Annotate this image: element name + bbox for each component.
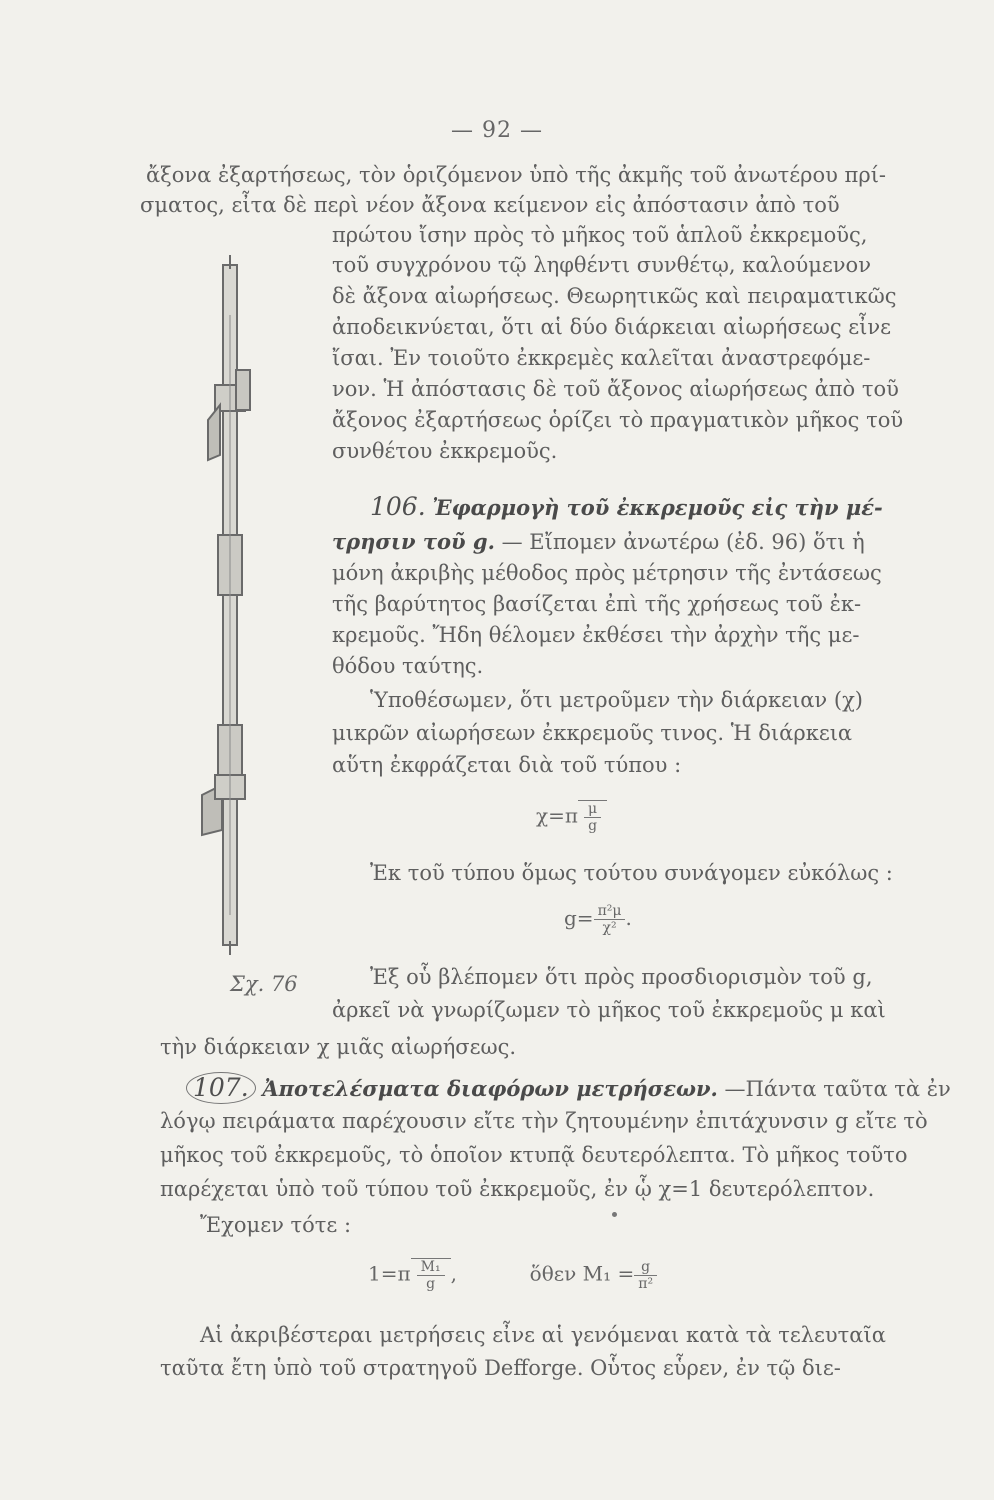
text-span: —Πάντα ταῦτα τὰ ἐν xyxy=(724,1077,951,1101)
text-line: τῆς βαρύτητος βασίζεται ἐπὶ τῆς χρήσεως τοῦ ἐκ- xyxy=(332,592,862,616)
text-line: ἄξονος ἐξαρτήσεως ὁρίζει τὸ πραγματικὸν μῆκος τοῦ xyxy=(332,408,904,432)
fraction xyxy=(594,903,626,936)
denominator: g xyxy=(426,1276,436,1292)
text-span: — Εἴπομεν ἀνωτέρω (ἐδ. 96) ὅτι ἡ xyxy=(501,530,865,554)
text-line: αὕτη ἐκφράζεται διὰ τοῦ τύπου : xyxy=(332,753,682,777)
text-line: θόδου ταύτης. xyxy=(332,654,484,678)
section-title: Ἀποτελέσματα διαφόρων μετρήσεων. xyxy=(262,1076,718,1101)
text-line: λόγῳ πειράματα παρέχουσιν εἴτε τὴν ζητουμένην ἐπιτάχυνσιν g εἴτε τὸ xyxy=(160,1109,928,1133)
text-line: Ὑποθέσωμεν, ὅτι μετροῦμεν τὴν διάρκειαν (χ) xyxy=(370,688,863,712)
numerator: g xyxy=(634,1259,657,1276)
page-number: — 92 — xyxy=(451,118,543,143)
formula-lhs: g= xyxy=(564,906,594,930)
formula-lhs: χ=π xyxy=(536,803,579,828)
text-line: κρεμοῦς. Ἤδη θέλομεν ἐκθέσει τὴν ἀρχὴν τῆς με- xyxy=(332,623,860,647)
fraction xyxy=(417,1259,445,1292)
text-line: ἴσαι. Ἐν τοιοῦτο ἐκκρεμὲς καλεῖται ἀναστρεφόμε- xyxy=(332,346,871,370)
numerator: M₁ xyxy=(417,1259,445,1276)
sqrt xyxy=(411,1258,451,1292)
text-line: Ἔχομεν τότε : xyxy=(200,1213,352,1237)
bullet-mark xyxy=(612,1212,617,1217)
section-heading xyxy=(370,492,883,523)
sqrt xyxy=(578,800,607,834)
text-line: συνθέτου ἐκκρεμοῦς. xyxy=(332,439,558,463)
section-number: 106. xyxy=(370,492,426,521)
section-number: 107. xyxy=(186,1072,256,1104)
section-heading xyxy=(186,1072,951,1104)
formula-lhs: 1=π xyxy=(368,1261,411,1286)
text-line: Ἐξ οὗ βλέπομεν ὅτι πρὸς προσδιορισμὸν τοῦ g, xyxy=(370,965,873,989)
formula-seconds-pendulum xyxy=(368,1258,657,1292)
numerator: μ xyxy=(584,801,601,818)
text-line: ταῦτα ἔτη ὑπὸ τοῦ στρατηγοῦ Defforge. Οὗτος εὗρεν, ἐν τῷ διε- xyxy=(160,1356,841,1380)
fraction xyxy=(584,801,601,834)
formula-end: . xyxy=(625,906,632,930)
text-line: μῆκος τοῦ ἐκκρεμοῦς, τὸ ὁποῖον κτυπᾷ δευτερόλεπτα. Τὸ μῆκος τοῦτο xyxy=(160,1143,908,1167)
formula-rhs: ὅθεν M₁ = xyxy=(529,1261,635,1286)
section-title: τρησιν τοῦ g. xyxy=(332,529,495,554)
text-line: τοῦ συγχρόνου τῷ ληφθέντι συνθέτῳ, καλούμενον xyxy=(332,253,871,277)
text-line: δὲ ἄξονα αἰωρήσεως. Θεωρητικῶς καὶ πειραματικῶς xyxy=(332,284,897,308)
pendulum-icon xyxy=(190,255,280,955)
text-line xyxy=(332,527,865,557)
text-line: ἀποδεικνύεται, ὅτι αἱ δύο διάρκειαι αἰωρήσεως εἶνε xyxy=(332,315,892,339)
denominator: χ² xyxy=(602,920,617,936)
text-line: μόνη ἀκριβὴς μέθοδος πρὸς μέτρησιν τῆς ἐντάσεως xyxy=(332,561,882,585)
text-line: πρώτου ἴσην πρὸς τὸ μῆκος τοῦ ἁπλοῦ ἐκκρεμοῦς, xyxy=(332,223,868,247)
text-line: ἀρκεῖ νὰ γνωρίζωμεν τὸ μῆκος τοῦ ἐκκρεμοῦς μ καὶ xyxy=(332,998,886,1022)
text-line: τὴν διάρκειαν χ μιᾶς αἰωρήσεως. xyxy=(160,1035,517,1059)
text-line: Ἐκ τοῦ τύπου ὅμως τούτου συνάγομεν εὐκόλως : xyxy=(370,861,893,885)
text-line: σματος, εἶτα δὲ περὶ νέον ἄξονα κείμενον εἰς ἀπόστασιν ἀπὸ τοῦ xyxy=(140,193,840,217)
text-line: μικρῶν αἰωρήσεων ἐκκρεμοῦς τινος. Ἡ διάρκεια xyxy=(332,721,853,745)
numerator: π²μ xyxy=(594,903,626,920)
figure-caption: Σχ. 76 xyxy=(230,972,298,996)
formula-g xyxy=(564,903,632,936)
fraction xyxy=(634,1259,657,1292)
section-title: Ἐφαρμογὴ τοῦ ἐκκρεμοῦς εἰς τὴν μέ- xyxy=(432,495,883,520)
text-line: Αἱ ἀκριβέστεραι μετρήσεις εἶνε αἱ γενόμεναι κατὰ τὰ τελευταῖα xyxy=(200,1323,886,1347)
formula-sep: , xyxy=(450,1261,457,1286)
text-line: ἄξονα ἐξαρτήσεως, τὸν ὁριζόμενον ὑπὸ τῆς ἀκμῆς τοῦ ἀνωτέρου πρί- xyxy=(146,163,887,187)
text-line: νον. Ἡ ἀπόστασις δὲ τοῦ ἄξονος αἰωρήσεως ἀπὸ τοῦ xyxy=(332,377,899,401)
denominator: g xyxy=(588,818,598,834)
text-line: παρέχεται ὑπὸ τοῦ τύπου τοῦ ἐκκρεμοῦς, ἐν ᾧ χ=1 δευτερόλεπτον. xyxy=(160,1177,875,1201)
denominator: π² xyxy=(638,1275,654,1292)
formula-period xyxy=(536,800,607,834)
